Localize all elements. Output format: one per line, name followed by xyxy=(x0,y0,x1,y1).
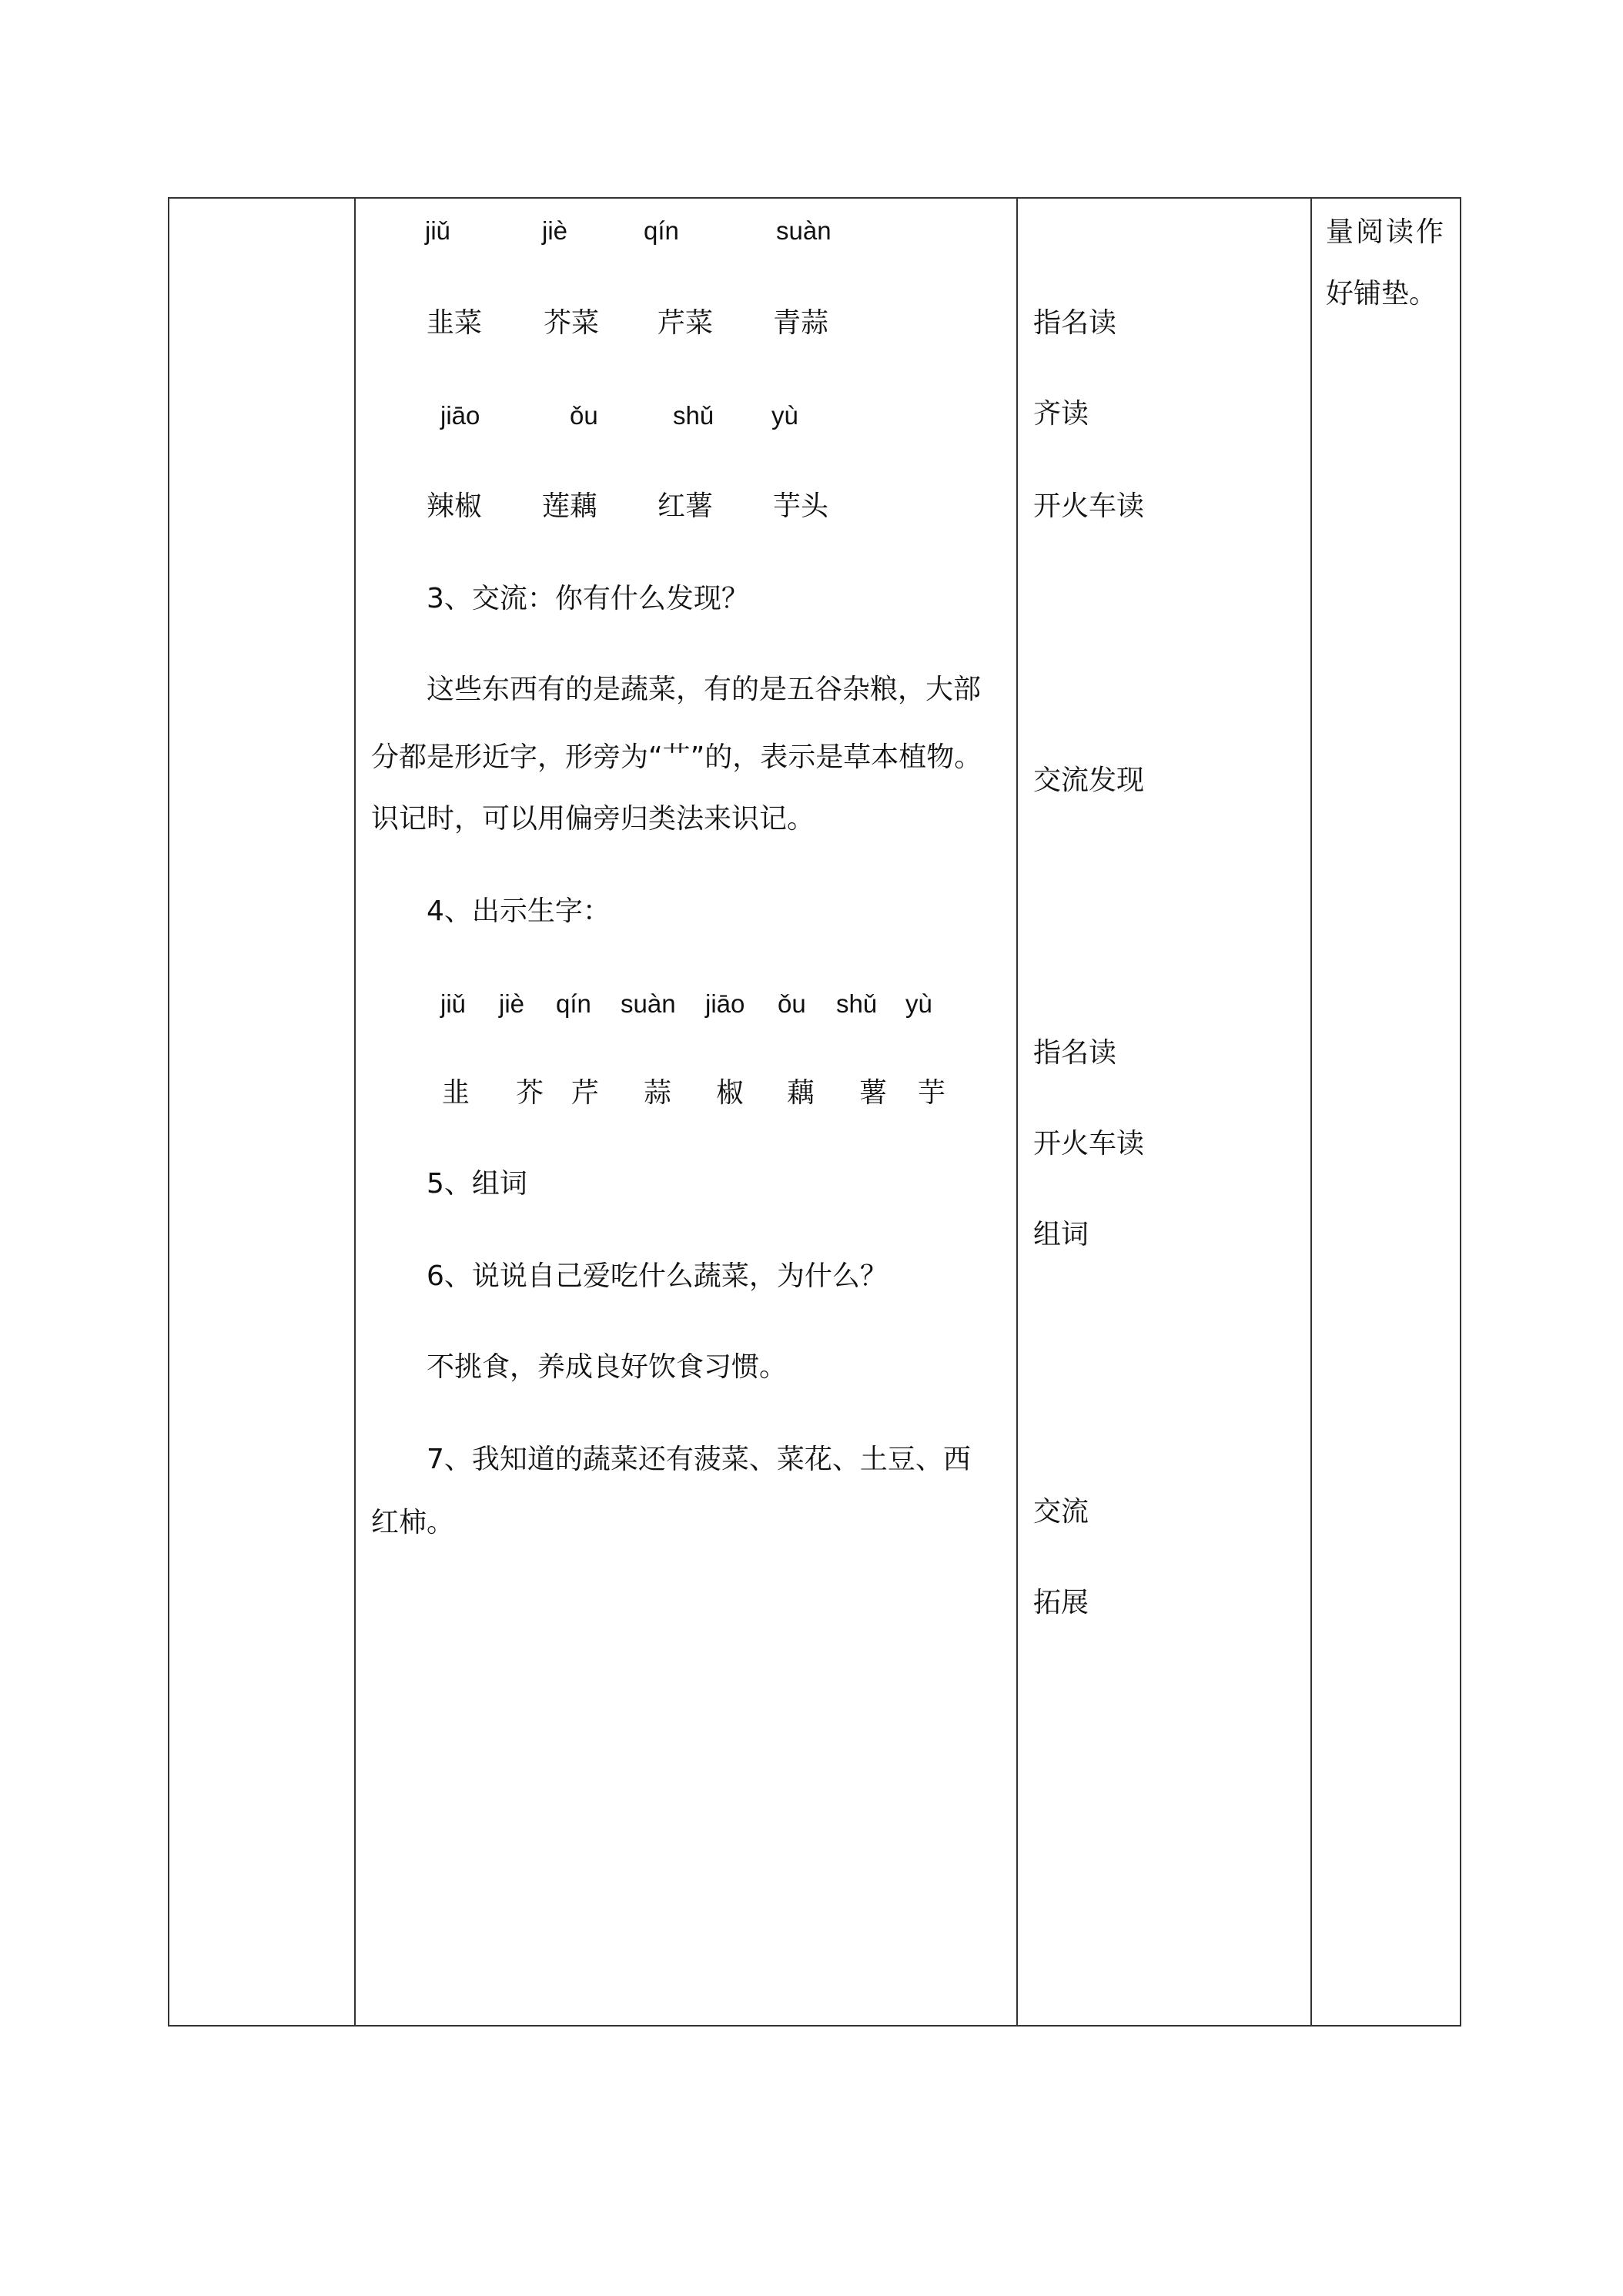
step-3: 3、交流：你有什么发现？ xyxy=(427,583,749,614)
habit-text: 不挑食，养成良好饮食习惯。 xyxy=(427,1351,788,1383)
word-lajiao: 辣椒 xyxy=(427,490,483,522)
pinyin-char-1: jiǔ xyxy=(440,989,467,1018)
step-4: 4、出示生字： xyxy=(427,895,611,927)
pinyin-jiao: jiāo xyxy=(440,401,480,430)
lesson-table xyxy=(168,197,1461,2027)
activity-read-together: 齐读 xyxy=(1033,398,1089,430)
pinyin-char-7: shǔ xyxy=(836,989,878,1018)
word-lianou: 莲藕 xyxy=(542,490,598,522)
pinyin-ou: ǒu xyxy=(570,401,598,430)
word-qingsuan: 青蒜 xyxy=(773,307,829,339)
pinyin-char-2: jiè xyxy=(499,989,525,1018)
pinyin-jiu: jiǔ xyxy=(425,216,451,245)
intent-line-1: 量阅读作 xyxy=(1326,216,1447,248)
pinyin-suan: suàn xyxy=(776,216,832,245)
intent-line-2: 好铺垫。 xyxy=(1326,278,1437,310)
activity-share-findings: 交流发现 xyxy=(1033,765,1145,796)
column-divider-3 xyxy=(1310,197,1312,2027)
step-7-line-2: 红柿。 xyxy=(371,1507,455,1538)
activity-read-by-name: 指名读 xyxy=(1033,307,1117,339)
pinyin-char-5: jiāo xyxy=(705,989,745,1018)
word-yutou: 芋头 xyxy=(773,490,829,522)
activity-word-building: 组词 xyxy=(1033,1219,1089,1250)
activity-train-read: 开火车读 xyxy=(1033,490,1145,522)
char-qin: 芹 xyxy=(571,1077,600,1109)
pinyin-shu: shǔ xyxy=(673,401,714,430)
pinyin-char-8: yù xyxy=(905,989,932,1018)
char-yu: 芋 xyxy=(918,1077,946,1109)
pinyin-qin: qín xyxy=(644,216,679,245)
column-divider-2 xyxy=(1016,197,1018,2027)
paragraph-line-1: 这些东西有的是蔬菜，有的是五谷杂粮，大部 xyxy=(427,674,982,705)
char-suan: 蒜 xyxy=(644,1077,672,1109)
pinyin-jie: jiè xyxy=(542,216,568,245)
char-jiu: 韭 xyxy=(442,1077,470,1109)
pinyin-char-3: qín xyxy=(556,989,591,1018)
word-jiucai: 韭菜 xyxy=(427,307,483,339)
pinyin-yu: yù xyxy=(771,401,798,430)
activity-read-by-name-2: 指名读 xyxy=(1033,1037,1117,1069)
activity-train-read-2: 开火车读 xyxy=(1033,1128,1145,1160)
column-divider-1 xyxy=(354,197,356,2027)
activity-extend: 拓展 xyxy=(1033,1587,1089,1618)
word-hongshu: 红薯 xyxy=(658,490,714,522)
word-qincai: 芹菜 xyxy=(658,307,714,339)
pinyin-char-4: suàn xyxy=(621,989,676,1018)
step-5: 5、组词 xyxy=(427,1168,527,1200)
paragraph-line-2: 分都是形近字，形旁为“艹”的，表示是草本植物。 xyxy=(371,741,982,773)
char-jiao: 椒 xyxy=(716,1077,745,1109)
paragraph-line-3: 识记时，可以用偏旁归类法来识记。 xyxy=(371,803,815,835)
activity-exchange: 交流 xyxy=(1033,1496,1089,1528)
step-6: 6、说说自己爱吃什么蔬菜，为什么？ xyxy=(427,1260,888,1292)
step-7-line-1: 7、我知道的蔬菜还有菠菜、菜花、土豆、西 xyxy=(427,1444,971,1475)
char-shu: 薯 xyxy=(859,1077,888,1109)
char-jie: 芥 xyxy=(516,1077,544,1109)
word-jiecai: 芥菜 xyxy=(544,307,600,339)
char-ou: 藕 xyxy=(787,1077,815,1109)
pinyin-char-6: ǒu xyxy=(778,989,806,1018)
